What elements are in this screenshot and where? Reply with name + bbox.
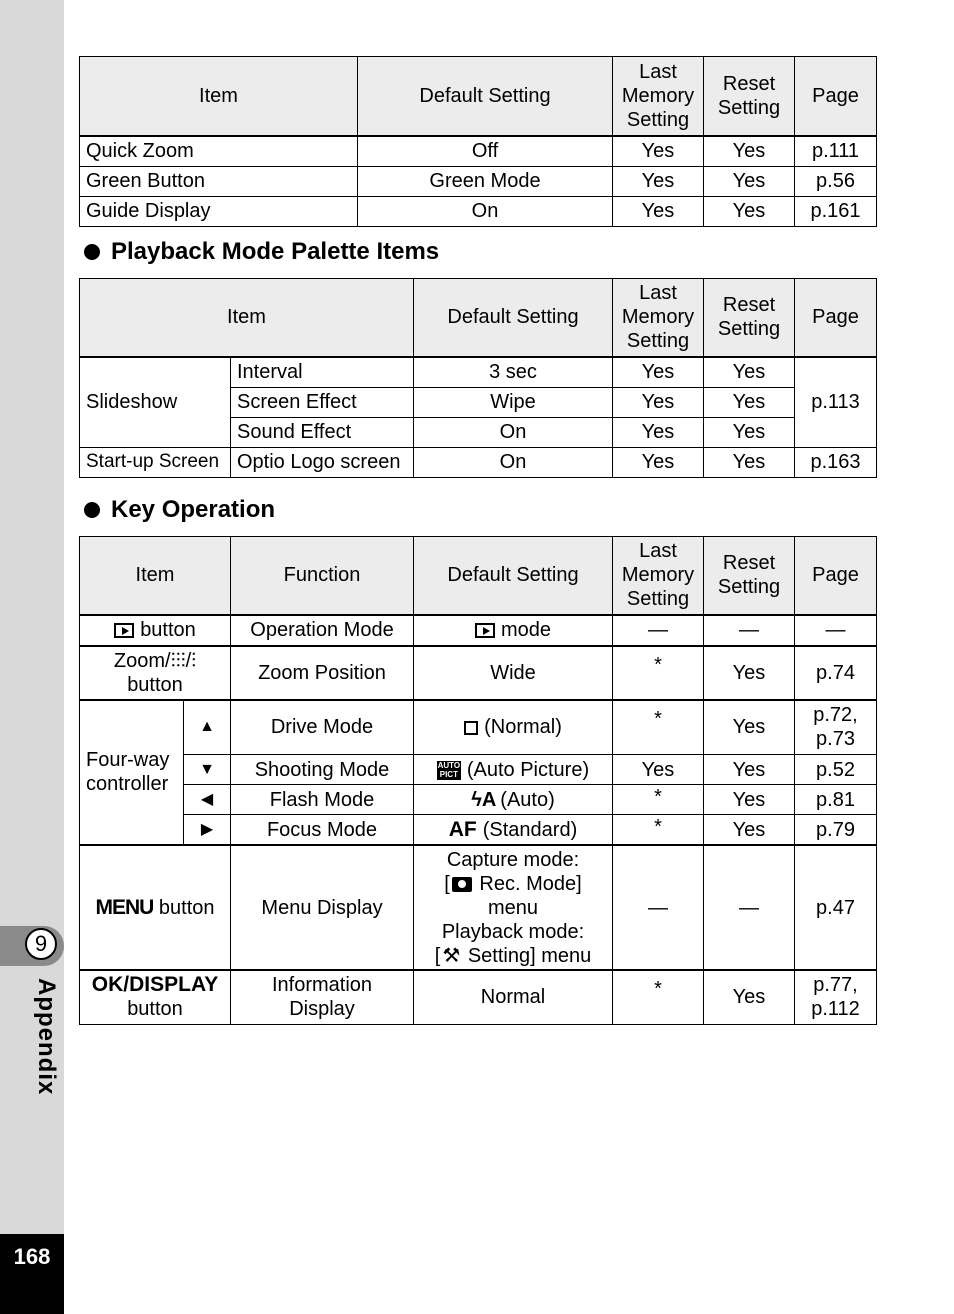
cell-reset: Yes [704,136,795,167]
single-frame-icon [464,721,478,735]
item-text: button [140,619,196,641]
cell-last: Yes [613,166,704,196]
table-row [80,970,877,1024]
cell-page: p.81 [795,785,877,815]
cell-reset: — [704,615,795,646]
default-text: Setting] menu [467,944,592,967]
header-last-memory: Last Memory Setting [613,57,704,136]
key-operation-table [79,536,877,1025]
menu-button-icon: MENU [95,895,154,919]
cell-last: * [613,815,704,846]
default-text: (Auto) [500,788,555,811]
page-number: 168 [13,1244,51,1269]
cell-reset: Yes [704,387,795,417]
cell-item: Guide Display [80,196,358,226]
flash-auto-icon: ϟA [471,788,497,811]
cell-item [80,646,231,700]
autofocus-icon: AF [448,817,477,841]
table-row [80,166,877,196]
cell-last: * [613,785,704,815]
cell-function: Shooting Mode [231,755,414,785]
cell-last: Yes [613,447,704,477]
cell-default [414,615,613,646]
header-function: Function [231,537,414,615]
header-default: Default Setting [414,537,613,615]
default-text: (Auto Picture) [466,758,590,781]
header-page: Page [795,279,877,357]
page-text: p.112 [811,998,860,1021]
settings-table-1 [79,56,877,227]
cell-fourway [80,700,184,846]
down-arrow-icon: ▼ [184,755,231,785]
cell-default: Green Mode [358,166,613,196]
cell-last: Yes [613,387,704,417]
zoom-text: Zoom/ [113,649,171,672]
default-text: Playback mode: [441,920,585,943]
cell-last: — [613,615,704,646]
section-heading-key-operation [84,496,275,524]
cell-reset: Yes [704,700,795,755]
cell-last: * [613,970,704,1024]
cell-reset: Yes [704,357,795,388]
cell-reset: Yes [704,785,795,815]
cell-page: p.111 [795,136,877,167]
cell-reset: Yes [704,196,795,226]
cell-default: Off [358,136,613,167]
item-text: button [127,998,183,1021]
page-text: p.77, [813,974,858,997]
cell-page: p.161 [795,196,877,226]
right-arrow-icon: ▶ [184,815,231,846]
fourway-label: controller [86,773,169,796]
cell-default [414,785,613,815]
cell-default: Wide [414,646,613,700]
cell-function [231,970,414,1024]
auto-icon-text: AUTO [437,760,461,770]
table-row [80,447,877,477]
function-text: Information [271,974,373,997]
table-row [80,700,877,755]
chapter-number: 9 [25,928,57,960]
cell-page: p.52 [795,755,877,785]
header-item: Item [80,279,414,357]
wrench-icon: ⚒ [442,944,461,967]
cell-item: Quick Zoom [80,136,358,167]
header-reset: Reset Setting [704,537,795,615]
bullet-icon [84,502,100,518]
cell-page: — [795,615,877,646]
cell-item: Start-up Screen [80,447,231,477]
cell-page: p.47 [795,845,877,970]
cell-page: p.163 [795,447,877,477]
section-title: Playback Mode Palette Items [111,238,440,265]
zoom-button-text: button [127,673,183,696]
playback-palette-table [79,278,877,478]
default-text: Capture mode: [446,848,580,871]
cell-default: On [414,417,613,447]
function-text: Display [289,998,355,1021]
table-row [80,785,877,815]
left-arrow-icon: ◀ [184,785,231,815]
camera-icon [452,877,472,892]
cell-reset: Yes [704,447,795,477]
fourway-label: Four-way [86,749,170,772]
section-title: Key Operation [111,496,276,523]
cell-sub: Screen Effect [231,387,414,417]
header-reset: Reset Setting [704,57,795,136]
table-row [80,615,877,646]
cell-item [80,970,231,1024]
item-text: button [158,896,215,919]
cell-page [795,700,877,755]
header-last-memory: Last Memory Setting [613,279,704,357]
cell-default [414,845,613,970]
cell-item: Green Button [80,166,358,196]
cell-default [414,700,613,755]
table-row [80,357,877,388]
cell-last: Yes [613,755,704,785]
cell-function: Focus Mode [231,815,414,846]
header-page: Page [795,537,877,615]
default-text: [ [444,872,450,895]
cell-reset: Yes [704,970,795,1024]
bullet-icon [84,244,100,260]
page-text: p.73 [816,728,855,751]
ok-display-button-icon: OK/DISPLAY [91,973,219,997]
default-text: menu [487,896,539,919]
cell-sub: Sound Effect [231,417,414,447]
header-item: Item [80,537,231,615]
header-reset: Reset Setting [704,279,795,357]
cell-page: p.56 [795,166,877,196]
cell-last: Yes [613,417,704,447]
cell-reset: Yes [704,815,795,846]
zoom-tele-icon: ⫶⫶⫶ [170,649,186,672]
default-text: (Standard) [482,818,578,841]
table-row [80,755,877,785]
cell-function: Flash Mode [231,785,414,815]
cell-reset: Yes [704,755,795,785]
cell-last: Yes [613,357,704,388]
cell-default [414,755,613,785]
cell-default: Normal [414,970,613,1024]
side-tab-bar [0,0,64,1314]
cell-sub: Interval [231,357,414,388]
cell-slideshow: Slideshow [80,357,231,448]
cell-sub: Optio Logo screen [231,447,414,477]
default-text: mode [500,619,552,641]
header-default: Default Setting [358,57,613,136]
header-last-memory: Last Memory Setting [613,537,704,615]
playback-icon [475,623,495,638]
default-text: [ [434,944,441,967]
cell-reset: Yes [704,417,795,447]
header-default: Default Setting [414,279,613,357]
cell-function: Operation Mode [231,615,414,646]
table-row [80,646,877,700]
zoom-separator: / [185,649,192,672]
header-page: Page [795,57,877,136]
section-heading-playback [84,238,439,266]
cell-function: Drive Mode [231,700,414,755]
default-text: Rec. Mode] [479,872,582,895]
cell-default: 3 sec [414,357,613,388]
cell-function: Zoom Position [231,646,414,700]
cell-last: * [613,700,704,755]
cell-item [80,615,231,646]
cell-last: * [613,646,704,700]
page-text: p.72, [813,704,858,727]
cell-page: p.79 [795,815,877,846]
cell-default: On [414,447,613,477]
cell-page: p.74 [795,646,877,700]
table-row [80,845,877,970]
cell-reset: Yes [704,646,795,700]
cell-last: — [613,845,704,970]
cell-reset: — [704,845,795,970]
auto-icon-text: PICT [439,769,458,779]
cell-function: Menu Display [231,845,414,970]
table-row [80,196,877,226]
cell-page: p.113 [795,357,877,448]
chapter-label: Appendix [33,978,60,1096]
cell-page [795,970,877,1024]
cell-reset: Yes [704,166,795,196]
cell-last: Yes [613,136,704,167]
cell-default: Wipe [414,387,613,417]
cell-last: Yes [613,196,704,226]
table-row [80,815,877,846]
playback-icon [114,623,134,638]
auto-picture-icon [437,761,461,780]
cell-default [414,815,613,846]
table-row [80,136,877,167]
header-item: Item [80,57,358,136]
up-arrow-icon: ▲ [184,700,231,755]
default-text: (Normal) [484,716,562,739]
zoom-wide-icon: ⫶ [191,649,197,672]
cell-default: On [358,196,613,226]
cell-item [80,845,231,970]
